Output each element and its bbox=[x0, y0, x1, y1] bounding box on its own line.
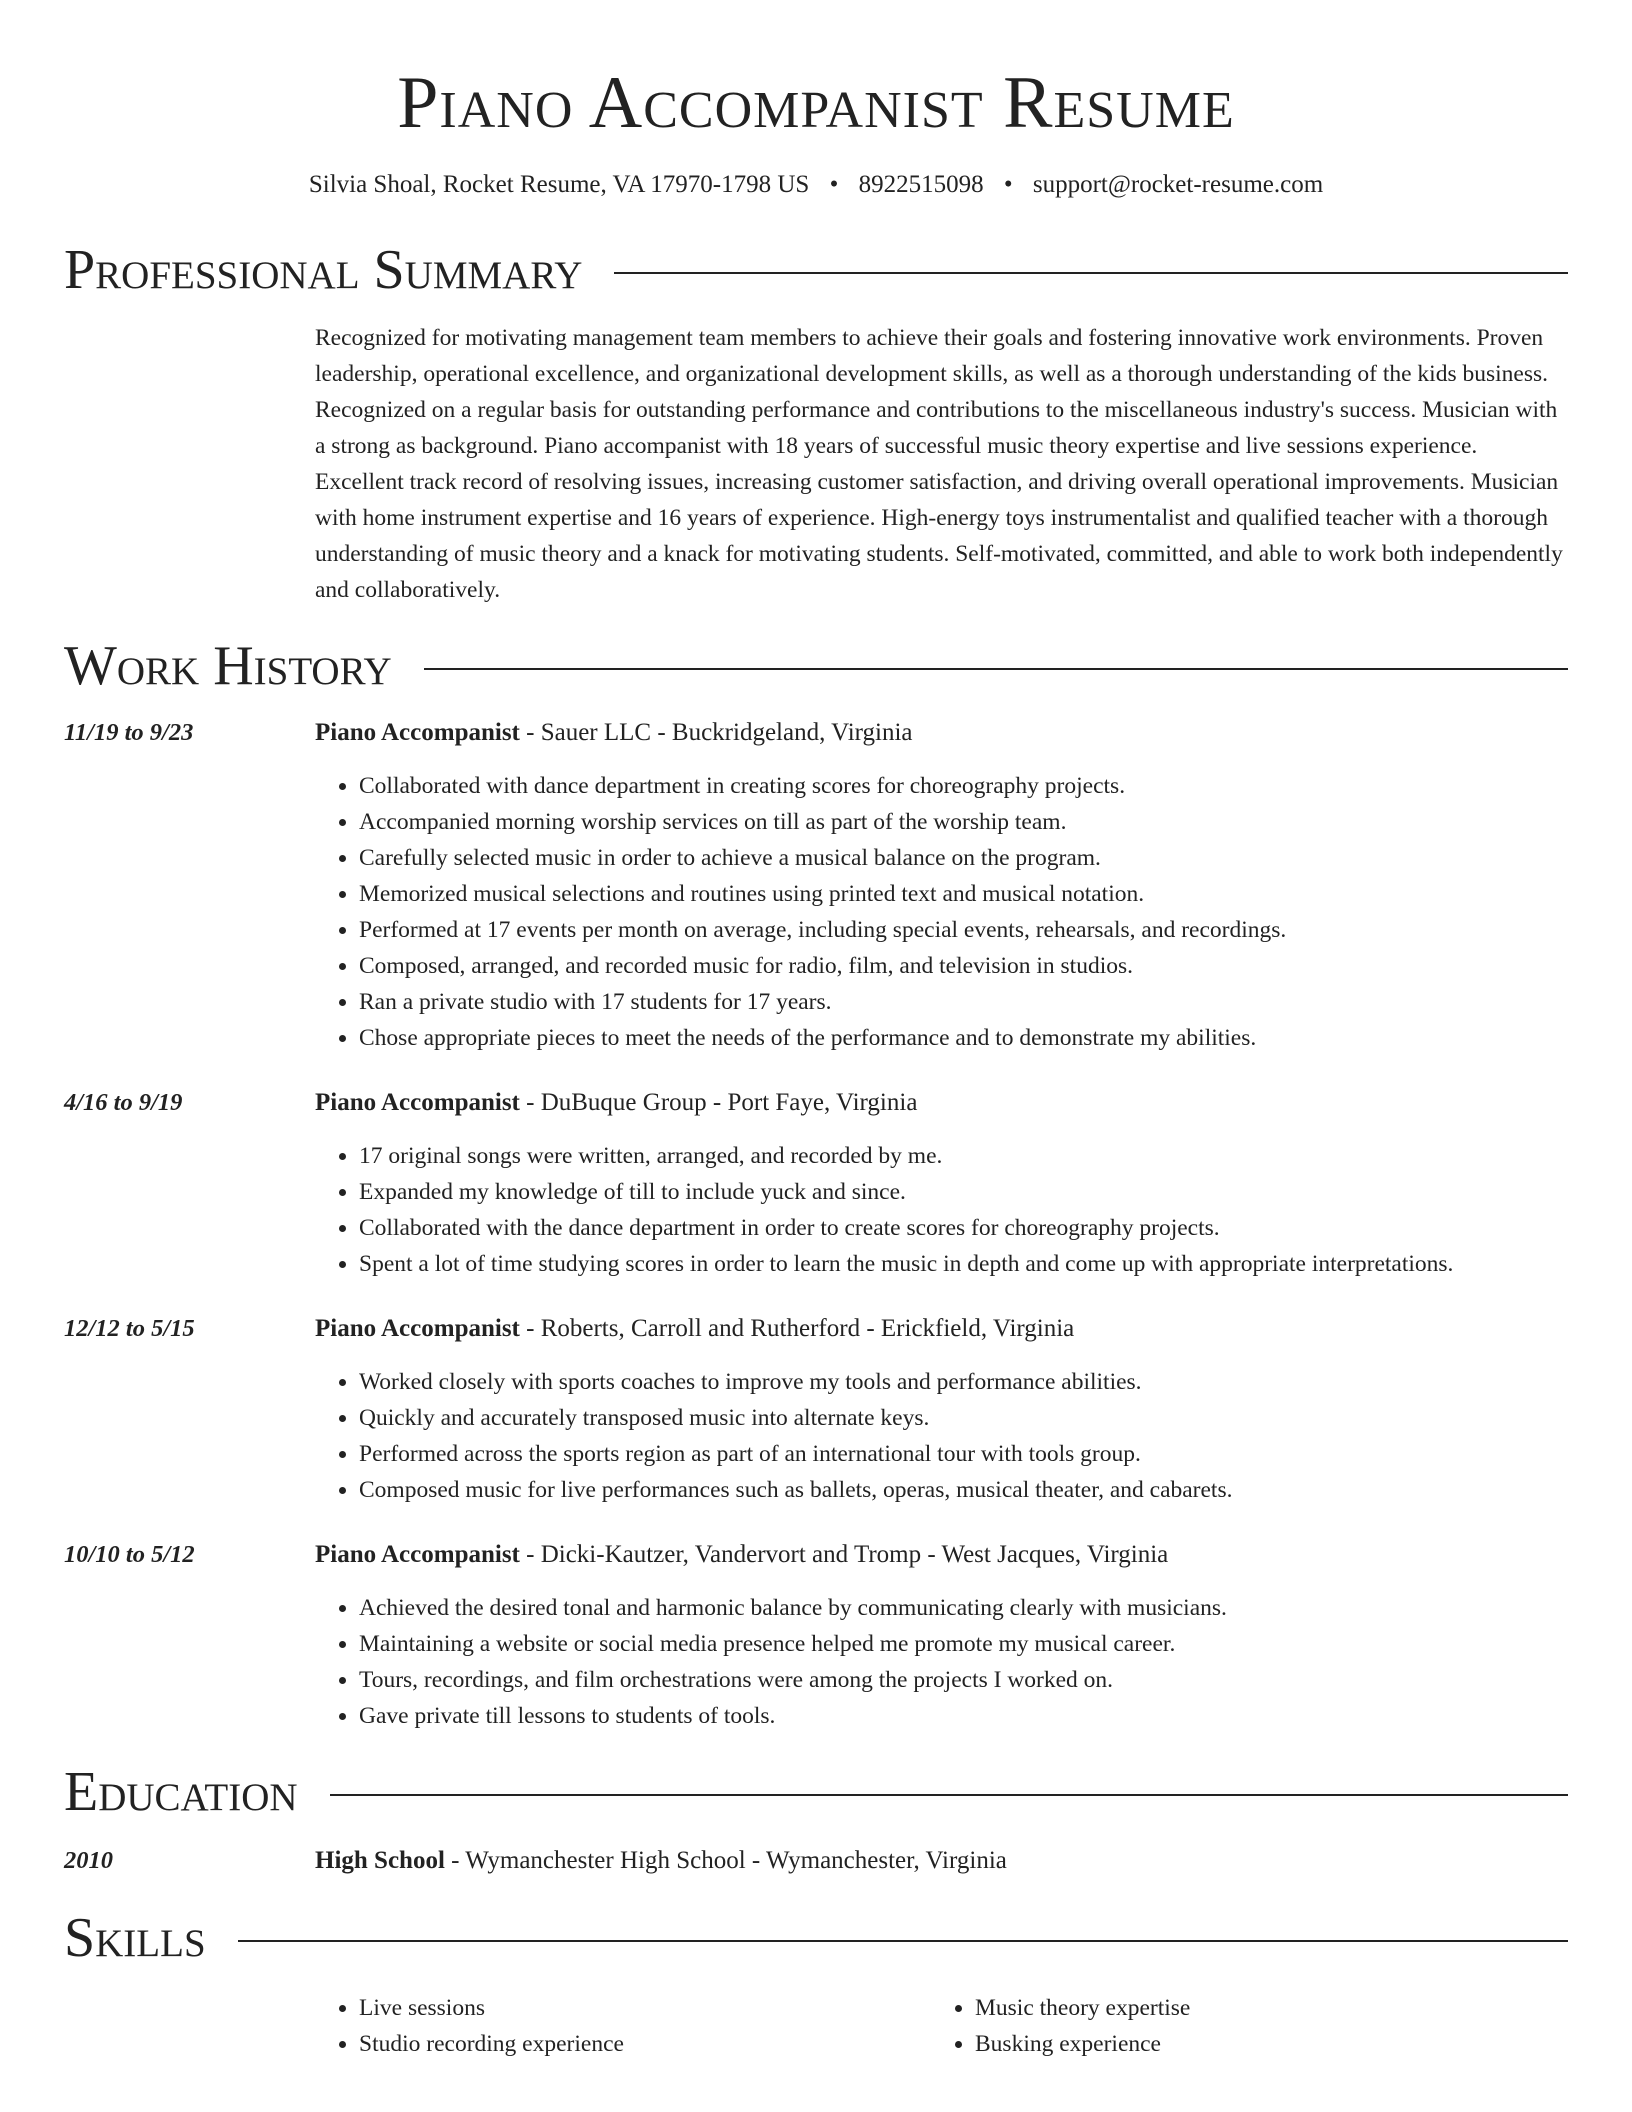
section-divider bbox=[238, 1940, 1568, 1942]
job-details: - Dicki-Kautzer, Vandervort and Tromp - West Jacques, Virginia bbox=[519, 1541, 1169, 1568]
contact-separator: • bbox=[1003, 171, 1013, 198]
job-details: - Sauer LLC - Buckridgeland, Virginia bbox=[519, 719, 913, 746]
work-body bbox=[315, 716, 1568, 1056]
education-entry bbox=[64, 1844, 1568, 1878]
education-heading: Education bbox=[64, 1761, 298, 1823]
list-item: • Composed music for live performances such as ballets, operas, musical theater, and cabarets. bbox=[359, 1472, 1568, 1508]
list-item: • Accompanied morning worship services on till as part of the worship team. bbox=[359, 804, 1568, 840]
work-entry bbox=[64, 1538, 1568, 1734]
list-item: • Composed, arranged, and recorded music for radio, film, and television in studios. bbox=[359, 948, 1568, 984]
list-item: • Chose appropriate pieces to meet the needs of the performance and to demonstrate my abilities. bbox=[359, 1020, 1568, 1056]
contact-address: Silvia Shoal, Rocket Resume, VA 17970-1798 US bbox=[308, 171, 810, 198]
work-headline bbox=[315, 1086, 1568, 1120]
list-item: • Spent a lot of time studying scores in order to learn the music in depth and come up with appropriate interpretations. bbox=[359, 1246, 1568, 1282]
contact-line bbox=[64, 168, 1568, 202]
contact-email: support@rocket-resume.com bbox=[1032, 171, 1324, 198]
section-divider bbox=[424, 668, 1568, 670]
education-headline bbox=[315, 1844, 1568, 1878]
skills-section-header bbox=[64, 1906, 1568, 1970]
list-item: • Worked closely with sports coaches to improve my tools and performance abilities. bbox=[359, 1364, 1568, 1400]
school-details: - Wymanchester High School - Wymanchester, Virginia bbox=[444, 1847, 1007, 1874]
summary-heading: Professional Summary bbox=[64, 239, 583, 301]
work-body bbox=[315, 1086, 1568, 1282]
section-divider bbox=[330, 1794, 1568, 1796]
list-item: • Performed across the sports region as part of an international tour with tools group. bbox=[359, 1436, 1568, 1472]
work-headline bbox=[315, 716, 1568, 750]
skill-item: • Live sessions bbox=[359, 1990, 931, 2026]
skill-item: • Busking experience bbox=[975, 2026, 1547, 2062]
work-bullets bbox=[315, 768, 1568, 1056]
work-body bbox=[315, 1312, 1568, 1508]
list-item: • Tours, recordings, and film orchestrations were among the projects I worked on. bbox=[359, 1662, 1568, 1698]
work-entry bbox=[64, 1312, 1568, 1508]
work-date: 10/10 to 5/12 bbox=[64, 1541, 195, 1568]
list-item: • Maintaining a website or social media presence helped me promote my musical career. bbox=[359, 1626, 1568, 1662]
summary-text: Recognized for motivating management team members to achieve their goals and fostering innovative work environments. Proven leadership, operational excellence, and organizational development skills, as well as a thorough understanding of the kids business. Recognized on a regular basis for outstanding performance and contributions to the miscellaneous industry's success. Musician with a strong as background. Piano accompanist with 18 years of successful music theory expertise and live sessions experience. Excellent track record of resolving issues, increasing customer satisfaction, and driving overall operational improvements. Musician with home instrument expertise and 16 years of experience. High-energy toys instrumentalist and qualified teacher with a thorough understanding of music theory and a knack for motivating students. Self-motivated, committed, and able to work both independently and collaboratively. bbox=[315, 325, 1563, 603]
list-item: • Gave private till lessons to students of tools. bbox=[359, 1698, 1568, 1734]
education-body bbox=[315, 1844, 1568, 1878]
list-item: • Quickly and accurately transposed music into alternate keys. bbox=[359, 1400, 1568, 1436]
work-date: 12/12 to 5/15 bbox=[64, 1315, 195, 1342]
page-title: Piano Accompanist Resume bbox=[397, 62, 1235, 144]
contact-separator: • bbox=[829, 171, 839, 198]
job-title: Piano Accompanist bbox=[315, 719, 520, 746]
work-date: 4/16 to 9/19 bbox=[64, 1089, 183, 1116]
job-details: - Roberts, Carroll and Rutherford - Erickfield, Virginia bbox=[519, 1315, 1075, 1342]
list-item: • Collaborated with dance department in creating scores for choreography projects. bbox=[359, 768, 1568, 804]
list-item: • Achieved the desired tonal and harmonic balance by communicating clearly with musicians. bbox=[359, 1590, 1568, 1626]
work-bullets bbox=[315, 1138, 1568, 1282]
work-entry bbox=[64, 1086, 1568, 1282]
work-headline bbox=[315, 1538, 1568, 1572]
job-details: - DuBuque Group - Port Faye, Virginia bbox=[519, 1089, 918, 1116]
work-bullets bbox=[315, 1590, 1568, 1734]
skills-list bbox=[315, 1990, 1568, 2062]
work-section-header bbox=[64, 634, 1568, 698]
list-item: • 17 original songs were written, arranged, and recorded by me. bbox=[359, 1138, 1568, 1174]
list-item: • Collaborated with the dance department in order to create scores for choreography projects. bbox=[359, 1210, 1568, 1246]
skills-column-right bbox=[931, 1990, 1547, 2062]
job-title: Piano Accompanist bbox=[315, 1541, 520, 1568]
education-section-header bbox=[64, 1760, 1568, 1824]
summary-section-header bbox=[64, 238, 1568, 302]
education-date: 2010 bbox=[64, 1847, 113, 1874]
job-title: Piano Accompanist bbox=[315, 1089, 520, 1116]
skills-heading: Skills bbox=[64, 1907, 206, 1969]
work-headline bbox=[315, 1312, 1568, 1346]
work-heading: Work History bbox=[64, 635, 392, 697]
list-item: • Ran a private studio with 17 students for 17 years. bbox=[359, 984, 1568, 1020]
list-item: • Performed at 17 events per month on average, including special events, rehearsals, and recordings. bbox=[359, 912, 1568, 948]
list-item: • Memorized musical selections and routines using printed text and musical notation. bbox=[359, 876, 1568, 912]
resume-page bbox=[64, 0, 1568, 2062]
skill-item: • Studio recording experience bbox=[359, 2026, 931, 2062]
work-entry bbox=[64, 716, 1568, 1056]
job-title: Piano Accompanist bbox=[315, 1315, 520, 1342]
work-body bbox=[315, 1538, 1568, 1734]
skill-item: • Music theory expertise bbox=[975, 1990, 1547, 2026]
section-divider bbox=[614, 272, 1568, 274]
work-bullets bbox=[315, 1364, 1568, 1508]
work-date: 11/19 to 9/23 bbox=[64, 719, 194, 746]
skills-column-left bbox=[315, 1990, 931, 2062]
contact-phone: 8922515098 bbox=[858, 171, 984, 198]
list-item: • Expanded my knowledge of till to include yuck and since. bbox=[359, 1174, 1568, 1210]
list-item: • Carefully selected music in order to achieve a musical balance on the program. bbox=[359, 840, 1568, 876]
degree: High School bbox=[315, 1847, 445, 1874]
